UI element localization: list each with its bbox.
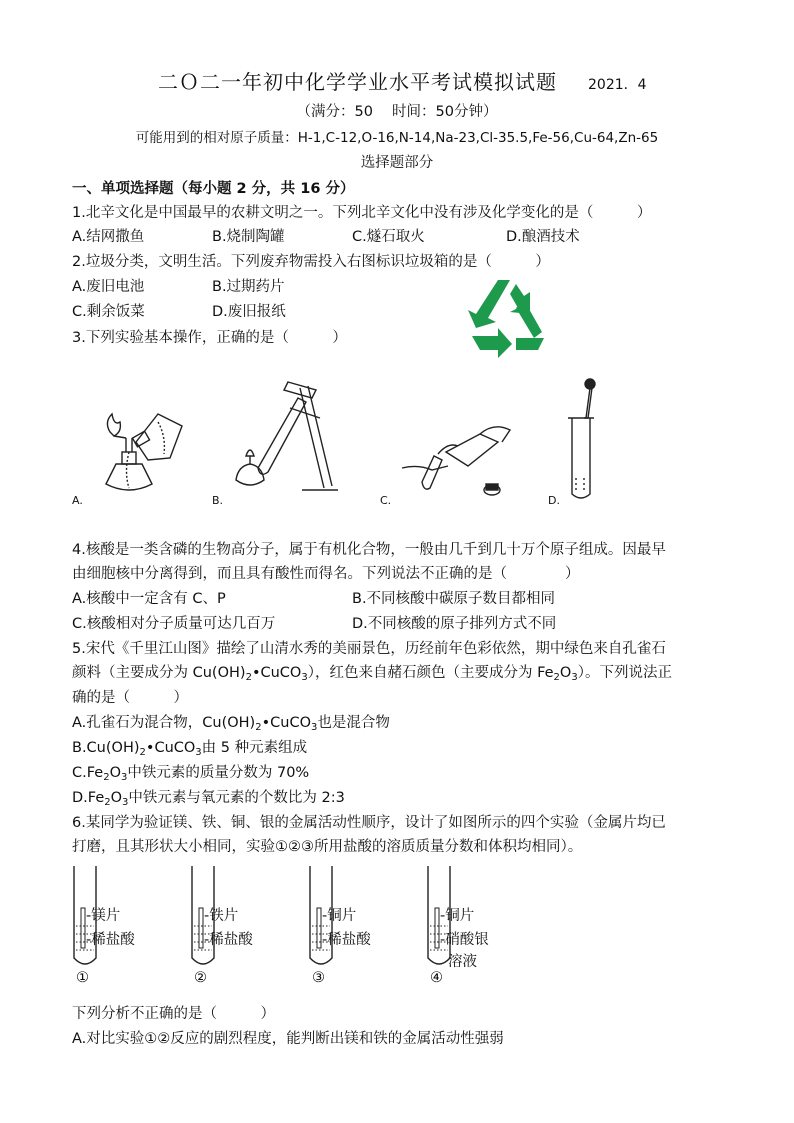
q2-option-b: B.过期药片 [212, 279, 285, 295]
lab-figure-d [562, 378, 602, 502]
metal-label: -铜片 [440, 908, 475, 924]
tube-number: ② [194, 970, 207, 986]
q3-option-a: A. [72, 494, 83, 507]
q6-line2: 打磨，且其形状大小相同，实验①②③所用盐酸的溶质质量分数和体积均相同）。 [72, 839, 583, 855]
q5-option-c: $C.Fe_2O_3$中铁元素的质量分数为 70% [72, 765, 310, 783]
tube-number: ③ [312, 970, 325, 986]
q2-option-c: C.剩余饭菜 [72, 304, 145, 320]
q5-option-a: A.孔雀石为混合物，$Cu(OH)_2•CuCO_3$也是混合物 [72, 715, 390, 733]
q4-line2: 由细胞核中分离得到，而且具有酸性而得名。下列说法不正确的是（ ） [72, 566, 580, 582]
metal-label: -铜片 [322, 908, 357, 924]
q6-line1: 6.某同学为验证镁、铁、铜、银的金属活动性顺序，设计了如图所示的四个实验（金属片均已 [72, 815, 666, 831]
test-tube-3 [296, 864, 406, 994]
q5-option-b: $B.Cu(OH)_2•CuCO_3$由 5 种元素组成 [72, 740, 308, 758]
atomic-mass: 可能用到的相对原子质量：H-1,C-12,O-16,N-14,Na-23,Cl-35.5,Fe-56,Cu-64,Zn-65 [135, 130, 659, 146]
liquid-label: -稀盐酸 [204, 932, 253, 948]
q1-option-c: C.燧石取火 [352, 229, 425, 245]
q1-option-d: D.酿酒技术 [506, 229, 580, 245]
tube-number: ④ [430, 970, 443, 986]
q6-option-a: A.对比实验①②反应的剧烈程度，能判断出镁和铁的金属活动性强弱 [72, 1031, 504, 1047]
part-title: 选择题部分 [360, 155, 434, 171]
test-tube-figure [60, 864, 520, 994]
tube-number: ① [76, 970, 89, 986]
liquid-label-2: 溶液 [448, 954, 477, 970]
section-heading: 一、单项选择题（每小题 2 分，共 16 分） [72, 181, 355, 197]
liquid-label: -稀盐酸 [86, 932, 135, 948]
liquid-label: -硝酸银 [440, 932, 489, 948]
exam-date: 2021．4 [588, 77, 647, 93]
q2-stem: 2.垃圾分类，文明生活。下列废弃物需投入右图标识垃圾箱的是（ ） [72, 254, 550, 270]
lab-figure-b [228, 378, 344, 502]
q4-line1: 4.核酸是一类含磷的生物高分子，属于有机化合物，一般由几千到几十万个原子组成。因最早 [72, 542, 666, 558]
q1-option-a: A.结网撒鱼 [72, 229, 145, 245]
q3-option-d: D. [548, 494, 560, 507]
q5-line1: 5.宋代《千里江山图》描绘了山清水秀的美丽景色，历经前年色彩依然，期中绿色来自孔雀石 [72, 641, 666, 657]
lab-figure-a [96, 392, 196, 502]
metal-label: -镁片 [86, 908, 121, 924]
q3-option-b: B. [212, 494, 224, 507]
test-tube-1 [60, 864, 170, 994]
q5-option-d: $D.Fe_2O_3$中铁元素与氧元素的个数比为 2:3 [72, 790, 345, 808]
q4-option-b: B.不同核酸中碳原子数目都相同 [352, 591, 556, 607]
exam-title: 二Ｏ二一年初中化学学业水平考试模拟试题 [158, 70, 557, 94]
q6-stem2: 下列分析不正确的是（ ） [72, 1006, 275, 1022]
liquid-label: -稀盐酸 [322, 932, 371, 948]
score-time: （满分：50 时间：50分钟） [296, 104, 498, 120]
lab-figure-c [398, 412, 526, 504]
test-tube-4 [414, 864, 524, 994]
test-tube-2 [178, 864, 288, 994]
recycle-icon [458, 272, 554, 360]
q5-line3: 确的是（ ） [72, 690, 188, 706]
q4-option-d: D.不同核酸的原子排列方式不同 [352, 616, 557, 632]
q3-stem: 3.下列实验基本操作，正确的是（ ） [72, 330, 347, 346]
q1-stem: 1.北辛文化是中国最早的农耕文明之一。下列北辛文化中没有涉及化学变化的是（ ） [72, 205, 652, 221]
q5-line2: 颜料（主要成分为 $Cu(OH)_2•CuCO_3$），红色来自赭石颜色（主要成分为 $Fe_2O_3$）。下列说法正 [72, 665, 672, 683]
q3-option-c: C. [380, 494, 392, 507]
metal-label: -铁片 [204, 908, 239, 924]
q4-option-a: A.核酸中一定含有 C、P [72, 591, 226, 607]
q1-option-b: B.烧制陶罐 [212, 229, 285, 245]
q4-option-c: C.核酸相对分子质量可达几百万 [72, 616, 276, 632]
q2-option-d: D.废旧报纸 [212, 304, 286, 320]
q2-option-a: A.废旧电池 [72, 279, 145, 295]
